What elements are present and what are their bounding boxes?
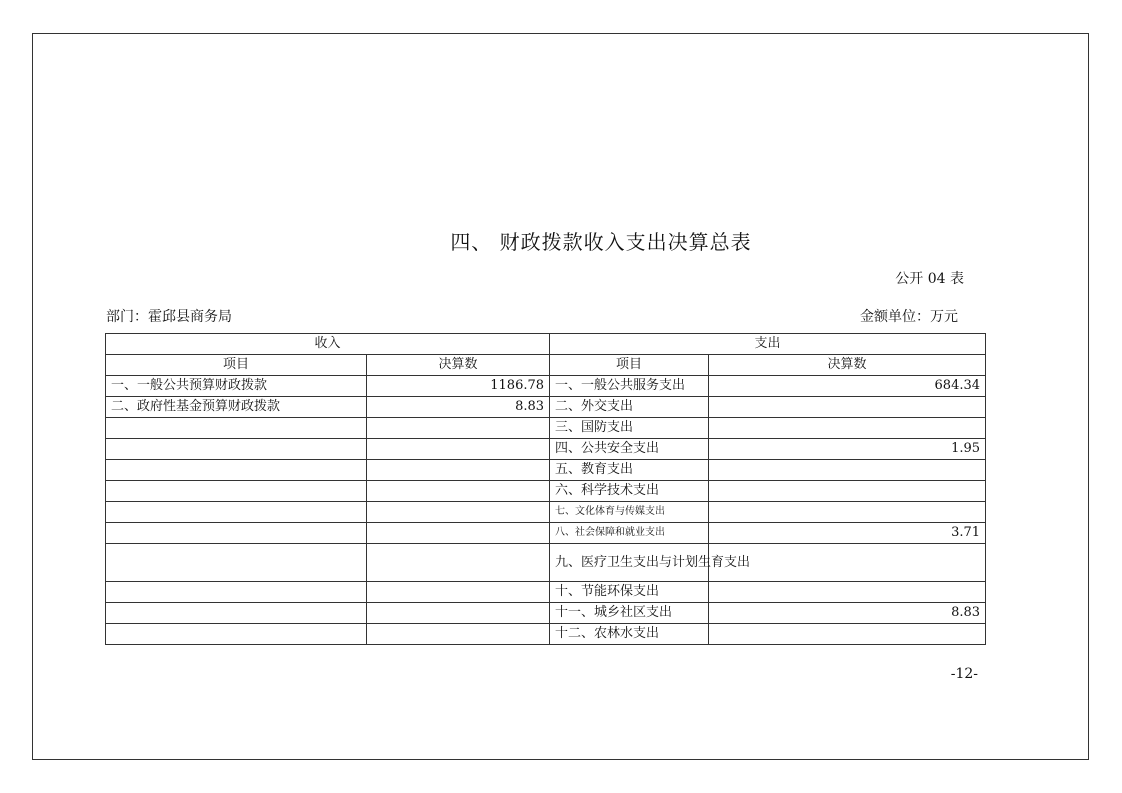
income-item-cell	[106, 481, 367, 502]
income-amount-cell	[367, 439, 550, 460]
income-amount-header: 决算数	[367, 355, 550, 376]
expense-item-cell: 十一、城乡社区支出	[550, 603, 709, 624]
table-row	[106, 523, 986, 544]
expense-amount-cell	[709, 544, 986, 582]
expense-amount-cell	[709, 481, 986, 502]
income-amount-cell	[367, 624, 550, 645]
income-item-header: 项目	[106, 355, 367, 376]
income-item-cell	[106, 502, 367, 523]
table-row	[106, 502, 986, 523]
income-item-cell	[106, 460, 367, 481]
income-item-cell	[106, 418, 367, 439]
table-row	[106, 439, 986, 460]
table-row	[106, 376, 986, 397]
expense-item-cell: 八、社会保障和就业支出	[550, 523, 709, 544]
expense-amount-cell: 3.71	[709, 523, 986, 544]
income-amount-cell	[367, 502, 550, 523]
table-row	[106, 481, 986, 502]
expense-amount-cell	[709, 624, 986, 645]
table-row	[106, 418, 986, 439]
income-amount-cell	[367, 603, 550, 624]
expense-item-cell: 六、科学技术支出	[550, 481, 709, 502]
expense-amount-cell	[709, 460, 986, 481]
income-item-cell	[106, 544, 367, 582]
income-amount-cell	[367, 481, 550, 502]
income-amount-cell	[367, 418, 550, 439]
column-header-row	[106, 355, 986, 376]
fiscal-summary-table	[105, 333, 986, 645]
income-amount-cell	[367, 582, 550, 603]
income-item-cell	[106, 624, 367, 645]
table-row	[106, 460, 986, 481]
expense-amount-cell	[709, 582, 986, 603]
table-code: 公开 04 表	[895, 271, 964, 287]
table-row	[106, 603, 986, 624]
expense-item-cell: 十二、农林水支出	[550, 624, 709, 645]
expense-amount-header: 决算数	[709, 355, 986, 376]
expense-item-cell: 一、一般公共服务支出	[550, 376, 709, 397]
income-item-cell	[106, 603, 367, 624]
unit-label: 金额单位：万元	[860, 309, 958, 325]
expense-item-cell: 二、外交支出	[550, 397, 709, 418]
income-item-cell: 一、一般公共预算财政拨款	[106, 376, 367, 397]
department-label: 部门：霍邱县商务局	[106, 309, 232, 325]
expense-amount-cell	[709, 502, 986, 523]
expense-amount-cell: 8.83	[709, 603, 986, 624]
table-row	[106, 582, 986, 603]
expense-item-cell: 七、文化体育与传媒支出	[550, 502, 709, 523]
expense-amount-cell: 1.95	[709, 439, 986, 460]
income-section-header: 收入	[106, 334, 550, 355]
page-number: -12-	[950, 666, 978, 682]
income-item-cell	[106, 523, 367, 544]
table-row	[106, 624, 986, 645]
page-title: 四、 财政拨款收入支出决算总表	[450, 230, 752, 254]
expense-item-cell: 三、国防支出	[550, 418, 709, 439]
expense-item-cell: 九、医疗卫生支出与计划生育支出	[550, 544, 709, 582]
income-item-cell: 二、政府性基金预算财政拨款	[106, 397, 367, 418]
income-item-cell	[106, 439, 367, 460]
expense-section-header: 支出	[550, 334, 986, 355]
expense-amount-cell	[709, 397, 986, 418]
table-row	[106, 397, 986, 418]
income-amount-cell: 1186.78	[367, 376, 550, 397]
section-header-row	[106, 334, 986, 355]
expense-item-header: 项目	[550, 355, 709, 376]
expense-amount-cell: 684.34	[709, 376, 986, 397]
expense-item-cell: 四、公共安全支出	[550, 439, 709, 460]
income-amount-cell	[367, 544, 550, 582]
expense-item-cell: 五、教育支出	[550, 460, 709, 481]
income-amount-cell	[367, 523, 550, 544]
income-amount-cell	[367, 460, 550, 481]
income-item-cell	[106, 582, 367, 603]
income-amount-cell: 8.83	[367, 397, 550, 418]
expense-item-cell: 十、节能环保支出	[550, 582, 709, 603]
table-row	[106, 544, 986, 582]
expense-amount-cell	[709, 418, 986, 439]
